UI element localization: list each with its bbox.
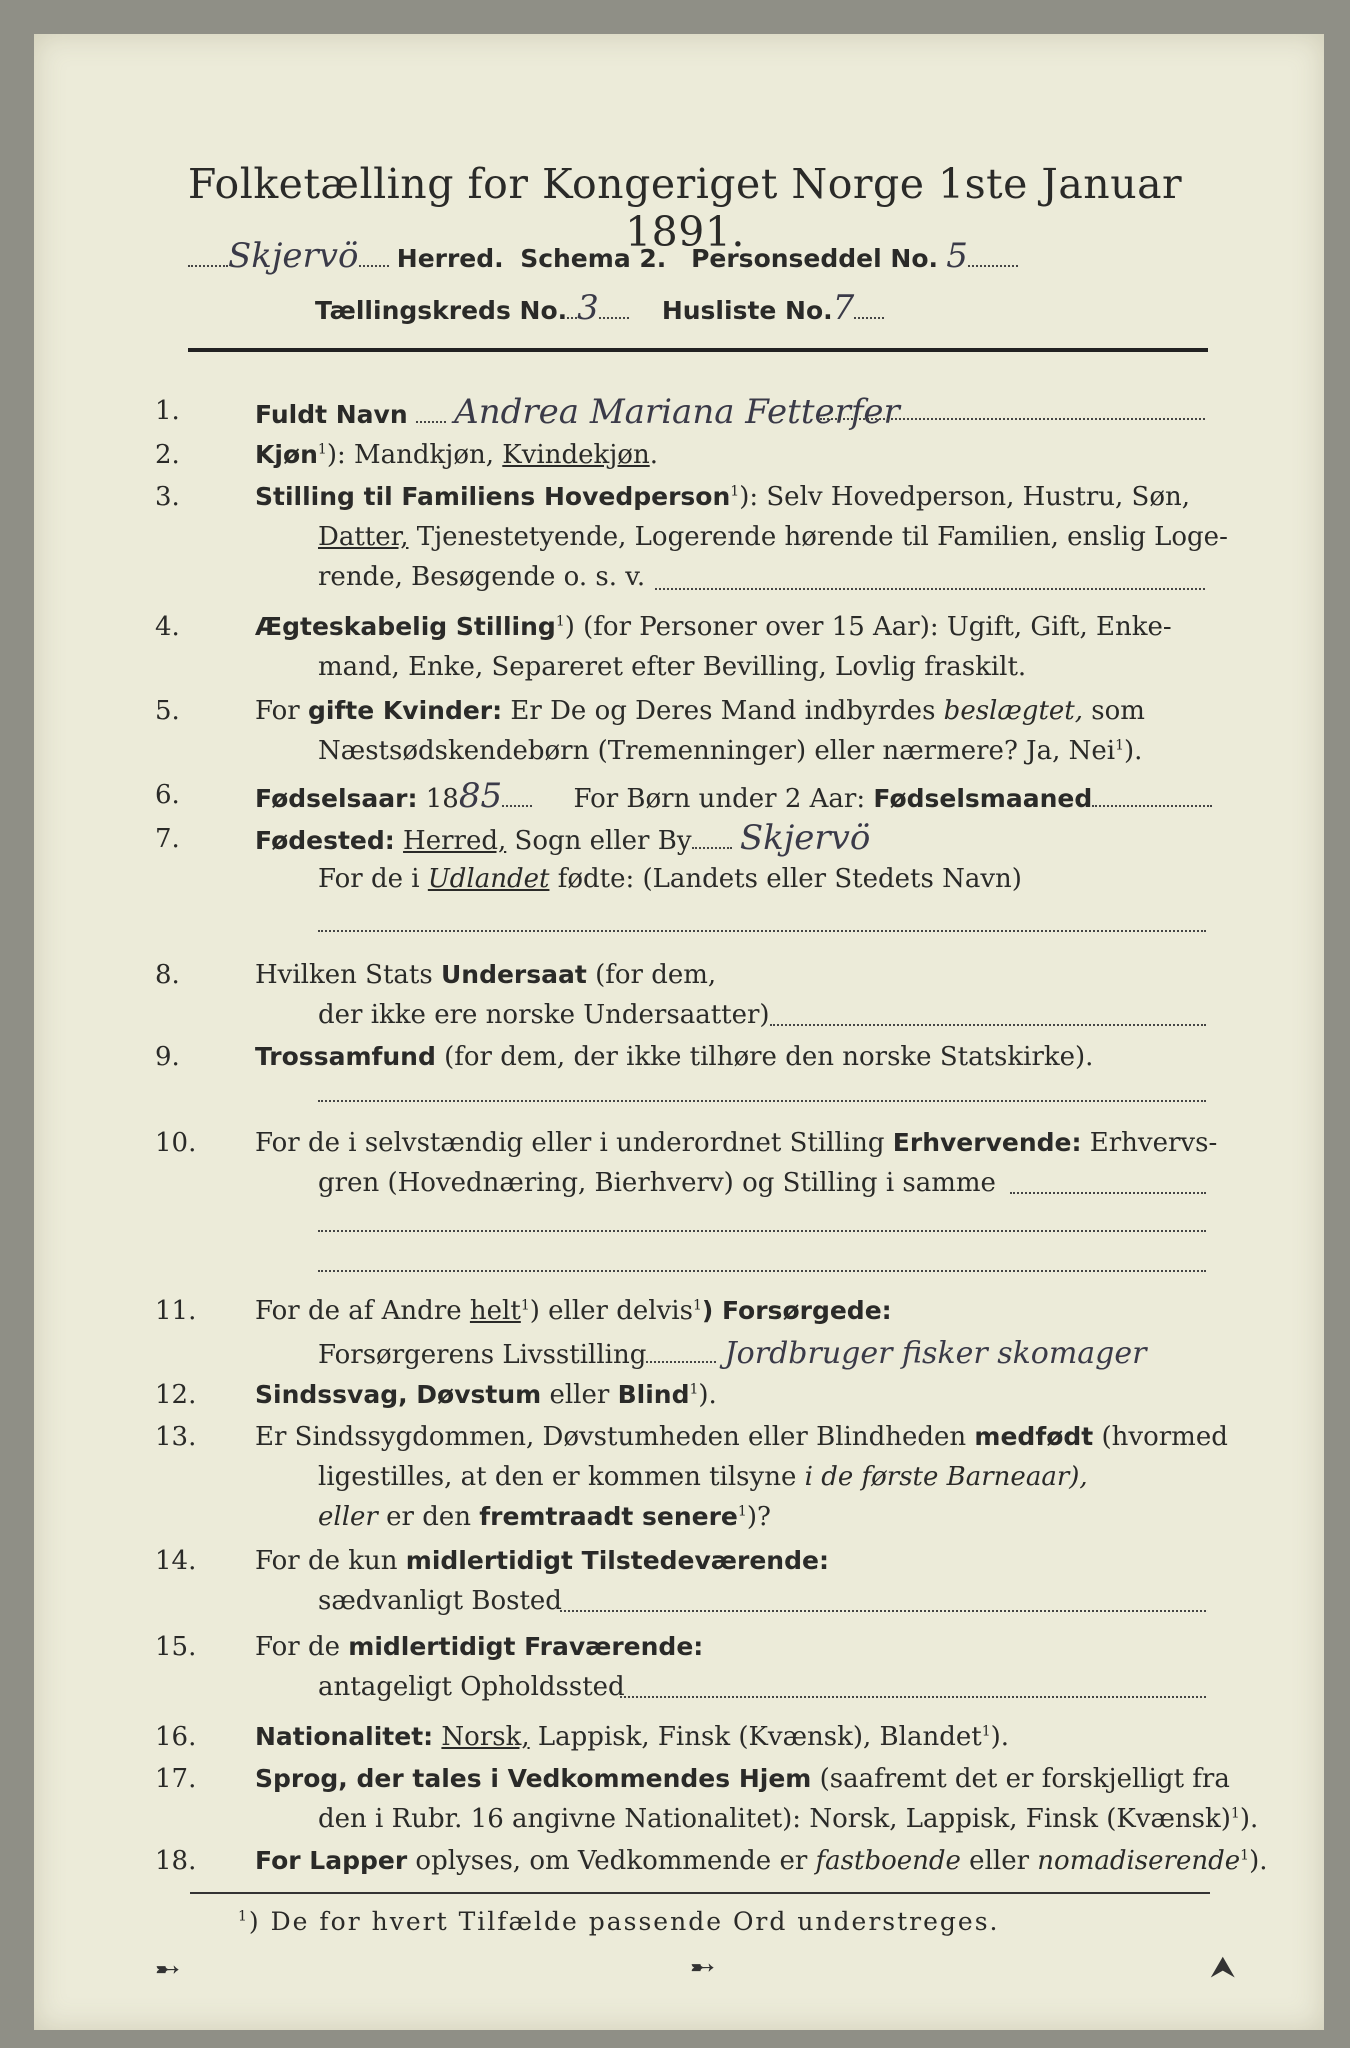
- q17-line1: [255, 1764, 1230, 1794]
- q7-number: 7.: [155, 824, 180, 854]
- q5-text1b: som: [1083, 696, 1145, 726]
- q16-label: Nationalitet:: [255, 1722, 434, 1751]
- q12-line: Sindssvag, Døvstum eller Blind$^1$).: [255, 1380, 717, 1410]
- q5-line1: [255, 696, 1145, 726]
- q17-end: ).: [1239, 1804, 1259, 1834]
- q10-line2: [318, 1168, 996, 1198]
- q4-text1: ) (for Personer over 15 Aar): Ugift, Gift, Enke-: [564, 612, 1172, 642]
- q15-line1: [255, 1632, 703, 1662]
- q5-end: ).: [1123, 736, 1143, 766]
- q12-mid: eller: [541, 1380, 618, 1410]
- q17-label: Sprog, der tales i Vedkommendes Hjem: [255, 1764, 812, 1793]
- q7-line2: [318, 864, 1022, 894]
- q10-dotline3: [318, 1270, 1206, 1272]
- q5-italic: beslægtet,: [943, 696, 1083, 726]
- q18-italic1: fastboende: [815, 1846, 961, 1876]
- q7-text2b: fødte: (Landets eller Stedets Navn): [549, 864, 1022, 894]
- q18-text1b: eller: [960, 1846, 1038, 1876]
- q14-label: midlertidigt Tilstedeværende:: [405, 1546, 829, 1575]
- q4-label: Ægteskabelig Stilling: [255, 612, 556, 641]
- q2-line: [255, 440, 658, 470]
- q15-pre: For de: [255, 1632, 349, 1662]
- q8-text2: der ikke ere norske Undersaatter): [318, 1000, 770, 1030]
- q11-text2: Forsørgerens Livsstilling: [318, 1340, 647, 1370]
- q2-footnote-ref: 1: [317, 441, 327, 458]
- q16-number: 16.: [155, 1722, 197, 1752]
- q12-number: 12.: [155, 1380, 197, 1410]
- header-rule: [188, 348, 1208, 352]
- q8-text1: (for dem,: [586, 960, 717, 990]
- q17-text2: den i Rubr. 16 angivne Nationalitet): Norsk, Lappisk, Finsk (Kvænsk): [318, 1804, 1231, 1834]
- personseddel-no: 5: [946, 236, 968, 276]
- q14-number: 14.: [155, 1546, 197, 1576]
- q13-eller: eller: [318, 1502, 378, 1532]
- q16-line: Nationalitet: Norsk, Lappisk, Finsk (Kvænsk), Blandet$^1$).: [255, 1722, 1010, 1752]
- q6-year-prefix: 18: [417, 784, 459, 814]
- q18-end: ).: [1249, 1846, 1268, 1876]
- footnote-text: ) De for hvert Tilfælde passende Ord understreges.: [248, 1907, 1000, 1936]
- q7-label: Fødested:: [255, 826, 395, 855]
- q7-text: Sogn eller By: [506, 826, 692, 856]
- q14-text2: sædvanligt Bosted: [318, 1586, 562, 1616]
- q12-end: ).: [698, 1380, 717, 1410]
- q17-line2: den i Rubr. 16 angivne Nationalitet): Norsk, Lappisk, Finsk (Kvænsk)$^1$).: [318, 1804, 1259, 1834]
- q3-line3: [318, 562, 645, 592]
- footnote-marker: 1: [238, 1908, 249, 1925]
- q13-text1a: Er Sindssygdommen, Døvstumheden eller Blindheden: [255, 1422, 975, 1452]
- q9-text: (for dem, der ikke tilhøre den norske Statskirke).: [435, 1042, 1094, 1072]
- q5-text2: Næstsødskendebørn (Tremenninger) eller nærmere? Ja, Nei: [318, 736, 1116, 766]
- q3-underlined: Datter,: [318, 522, 409, 552]
- footnote: [238, 1907, 999, 1936]
- form-title: Folketælling for Kongeriget Norge 1ste Januar 1891.: [187, 160, 1183, 256]
- q7-line1: [255, 818, 870, 858]
- q13-line2: [318, 1462, 1088, 1492]
- corner-mark-center: ➸: [690, 1950, 716, 1985]
- q3-text2: Tjenestetyende, Logerende hørende til Familien, enslig Loge-: [408, 522, 1228, 552]
- q6-number: 6.: [155, 780, 180, 810]
- q10-line1: [255, 1128, 1217, 1158]
- q2-label: Kjøn: [255, 440, 318, 469]
- q10-number: 10.: [155, 1128, 197, 1158]
- q10-dotline2: [318, 1230, 1206, 1232]
- q6-year-hand: 85: [458, 776, 503, 816]
- q11-pre: For de af Andre: [255, 1296, 470, 1326]
- q15-line2: [318, 1672, 625, 1702]
- q5-text1a: Er De og Deres Mand indbyrdes: [502, 696, 944, 726]
- q6-line: [255, 776, 1212, 816]
- q5-number: 5.: [155, 696, 180, 726]
- q3-text3: rende, Besøgende o. s. v.: [318, 562, 646, 592]
- q11-mid: ) eller delvis: [529, 1296, 693, 1326]
- q14-line2: [318, 1586, 562, 1616]
- q5-pre: For: [255, 696, 308, 726]
- q11-helt: helt: [469, 1296, 521, 1326]
- q12-label: Sindssvag, Døvstum: [255, 1380, 542, 1409]
- q4-number: 4.: [155, 612, 180, 642]
- q11-line1: For de af Andre helt$^1$) eller delvis$^1$) Forsørgede:: [255, 1296, 892, 1326]
- q17-text1: (saafremt det er forskjelligt fra: [811, 1764, 1230, 1794]
- q13-text1b: (hvormed: [1093, 1422, 1228, 1452]
- q11-label: ) Forsørgede:: [701, 1296, 892, 1325]
- q6-mid: For Børn under 2 Aar:: [573, 784, 874, 814]
- q8-pre: Hvilken Stats: [255, 960, 441, 990]
- q7-text2a: For de i: [318, 864, 428, 894]
- q4-line1: Ægteskabelig Stilling$^1$) (for Personer over 15 Aar): Ugift, Gift, Enke-: [255, 612, 1172, 642]
- q17-number: 17.: [155, 1764, 197, 1794]
- q5-line2: Næstsødskendebørn (Tremenninger) eller nærmere? Ja, Nei$^1$).: [318, 736, 1143, 766]
- q3-line1: Stilling til Familiens Hovedperson$^1$): Selv Hovedperson, Hustru, Søn,: [255, 482, 1191, 512]
- q3-text1: ): Selv Hovedperson, Hustru, Søn,: [739, 482, 1191, 512]
- q18-text1a: oplyses, om Vedkommende er: [407, 1846, 816, 1876]
- q12-label2: Blind: [617, 1380, 690, 1409]
- schema-label: Schema 2.: [520, 244, 667, 273]
- q10-text2: gren (Hovednæring, Bierhverv) og Stilling i samme: [318, 1168, 996, 1198]
- q10-label: Erhvervende:: [892, 1128, 1082, 1157]
- q14-line1: [255, 1546, 829, 1576]
- q8-number: 8.: [155, 960, 180, 990]
- q3-label: Stilling til Familiens Hovedperson: [255, 482, 731, 511]
- q15-label: midlertidigt Fraværende:: [348, 1632, 704, 1661]
- q3-line2: [318, 522, 1228, 552]
- q13-text3a: er den: [377, 1502, 480, 1532]
- corner-mark-left: ➸: [155, 1952, 181, 1987]
- footer-rule: [190, 1892, 1210, 1894]
- q7-herred: Herred,: [403, 826, 507, 856]
- q13-number: 13.: [155, 1422, 197, 1452]
- q5-label: gifte Kvinder:: [307, 696, 503, 725]
- q13-label2: fremtraadt senere: [479, 1502, 738, 1531]
- kreds-label: Tællingskreds No.: [315, 296, 568, 325]
- q11-answer: Jordbruger fisker skomager: [724, 1336, 1147, 1371]
- q15-text2: antageligt Opholdssted: [318, 1672, 625, 1702]
- q13-end: )?: [746, 1502, 771, 1532]
- herred-value: Skjervö: [228, 236, 359, 276]
- q14-pre: For de kun: [255, 1546, 406, 1576]
- q10-pre: For de i selvstændig eller i underordnet Stilling: [255, 1128, 893, 1158]
- q13-label: medfødt: [974, 1422, 1094, 1451]
- q1-line: [255, 392, 900, 432]
- q8-dotline: [770, 1024, 1206, 1026]
- q13-italic: i de første Barneaar),: [804, 1462, 1088, 1492]
- herred-label: Herred.: [396, 244, 504, 273]
- q9-dotline: [318, 1100, 1206, 1102]
- q10-dotline1: [1010, 1192, 1206, 1194]
- husliste-label: Husliste No.: [661, 296, 833, 325]
- q8-line1: [255, 960, 716, 990]
- q18-number: 18.: [155, 1846, 197, 1876]
- q18-label: For Lapper: [255, 1846, 408, 1875]
- q13-line1: [255, 1422, 1228, 1452]
- q9-number: 9.: [155, 1042, 180, 1072]
- q2-underlined: Kvindekjøn: [502, 440, 650, 470]
- q18-line: For Lapper oplyses, om Vedkommende er fastboende eller nomadiserende$^1$).: [255, 1846, 1268, 1876]
- q6-label: Fødselsaar:: [255, 784, 418, 813]
- q3-number: 3.: [155, 482, 180, 512]
- q2-text: ): Mandkjøn,: [326, 440, 503, 470]
- q1-label: Fuldt Navn: [255, 400, 408, 429]
- personseddel-label: Personseddel No.: [691, 244, 938, 273]
- q9-line: [255, 1042, 1093, 1072]
- q4-line2: [318, 652, 1026, 682]
- q15-number: 15.: [155, 1632, 197, 1662]
- q11-number: 11.: [155, 1296, 197, 1326]
- q7-dotline: [318, 930, 1206, 932]
- q2-number: 2.: [155, 440, 180, 470]
- q13-line3: eller er den fremtraadt senere$^1$)?: [318, 1502, 771, 1532]
- q8-label: Undersaat: [440, 960, 587, 989]
- q4-text2: mand, Enke, Separeret efter Bevilling, Lovlig fraskilt.: [318, 652, 1027, 682]
- q3-dotline: [655, 588, 1205, 590]
- q16-text: Lappisk, Finsk (Kvænsk), Blandet: [529, 1722, 982, 1752]
- q2-end: .: [649, 440, 658, 470]
- q7-italic: Udlandet: [427, 864, 550, 894]
- q13-text2a: ligestilles, at den er kommen tilsyne: [318, 1462, 805, 1492]
- header-kreds-line: [315, 288, 884, 328]
- q10-text1b: Erhvervs-: [1081, 1128, 1218, 1158]
- q15-dotline: [620, 1696, 1206, 1698]
- q1-number: 1.: [155, 396, 180, 426]
- q6-label2: Fødselsmaaned: [873, 784, 1093, 813]
- q1-answer: Andrea Mariana Fetterfer: [454, 392, 900, 432]
- header-herred-line: [188, 236, 1018, 276]
- q7-answer: Skjervö: [739, 818, 871, 858]
- q16-end: ).: [990, 1722, 1010, 1752]
- q9-label: Trossamfund: [255, 1042, 436, 1071]
- husliste-no: 7: [832, 288, 855, 328]
- q14-dotline: [560, 1610, 1206, 1612]
- q18-italic2: nomadiserende: [1037, 1846, 1241, 1876]
- kreds-no: 3: [577, 288, 599, 328]
- q8-line2: [318, 1000, 770, 1030]
- q11-line2: [318, 1336, 1146, 1371]
- q16-norsk: Norsk,: [441, 1722, 530, 1752]
- q1-dotline: [820, 418, 1205, 420]
- corner-mark-right: ⮝: [1210, 1950, 1236, 1985]
